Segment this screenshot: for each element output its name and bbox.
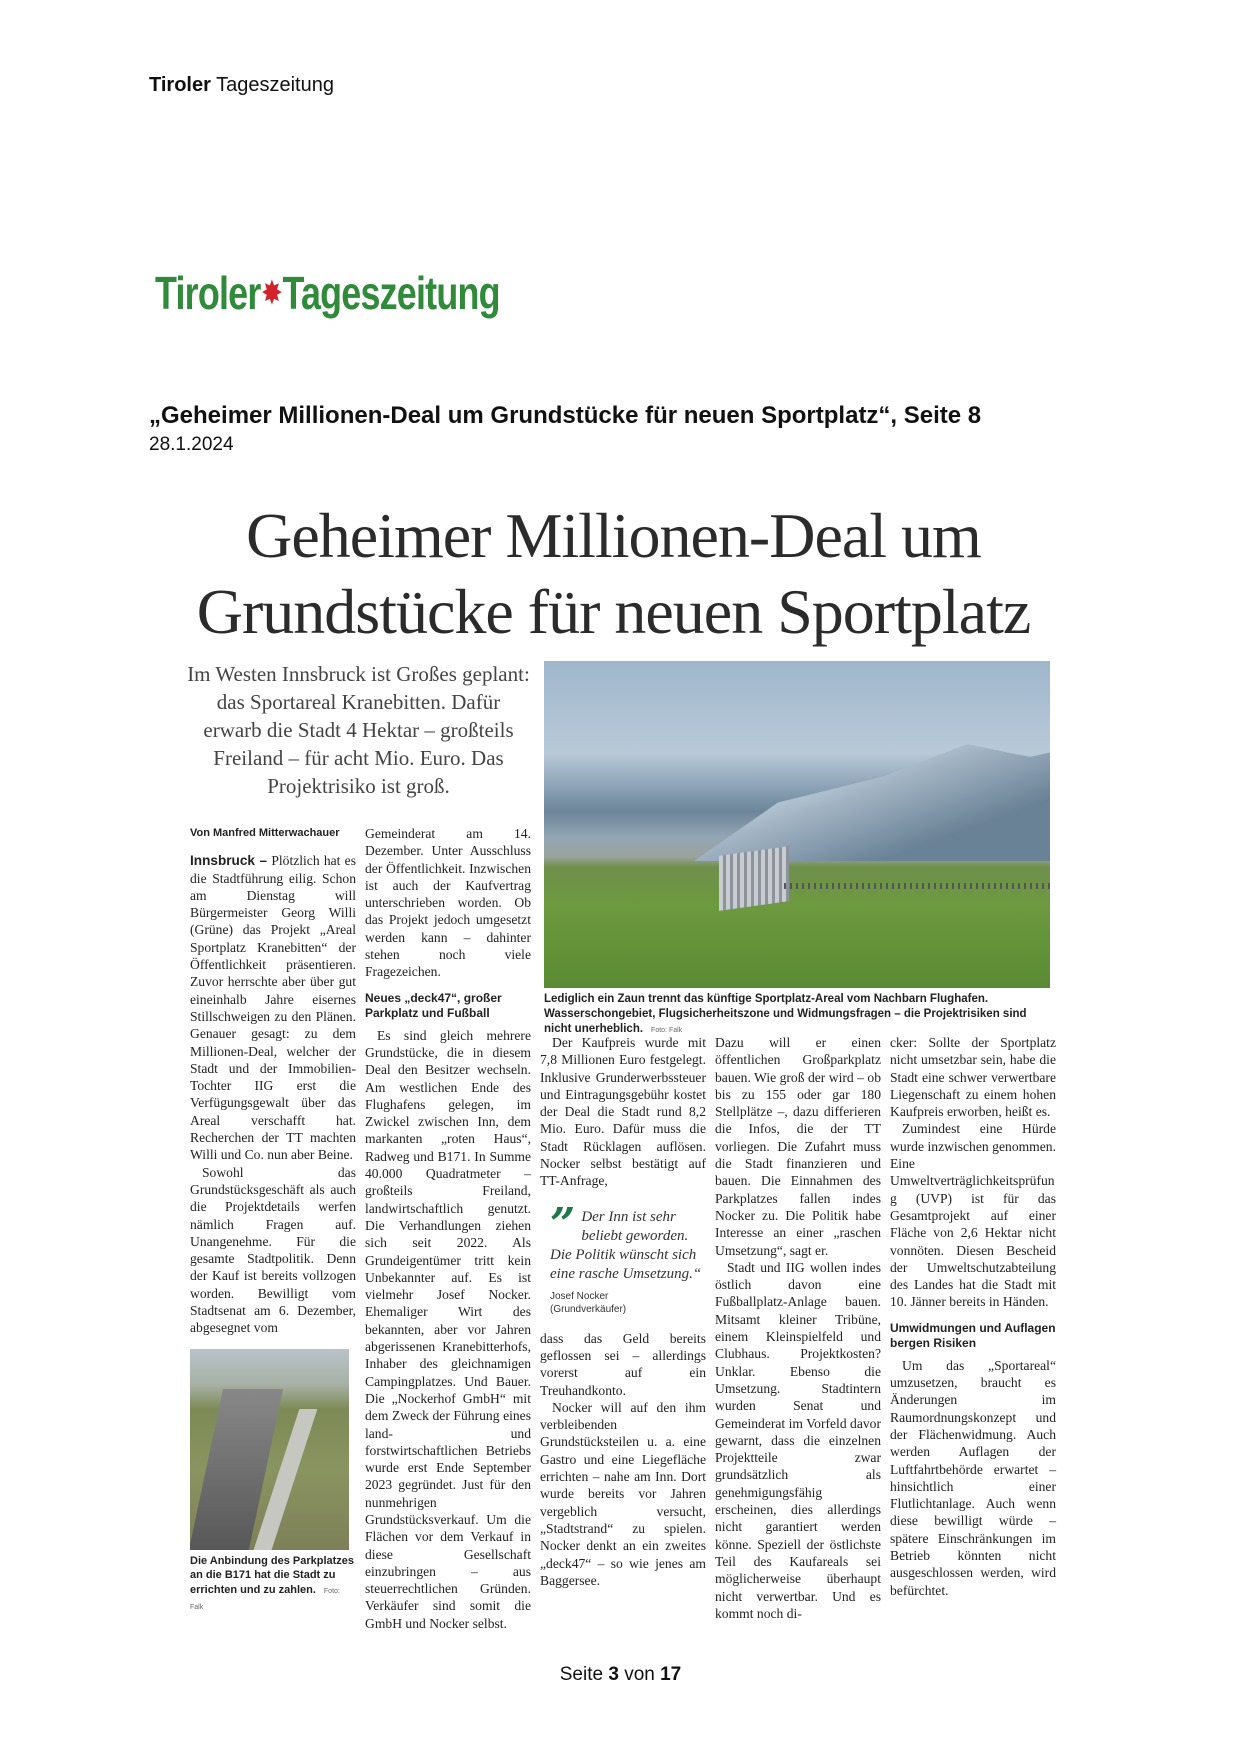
- quote-author-role: (Grundverkäufer): [550, 1303, 627, 1315]
- pull-quote: [550, 1198, 706, 1316]
- newspaper-logo: [155, 266, 500, 322]
- paragraph: Nocker will auf den ihm verbleibenden Grundstücksteilen u. a. eine Gastro und eine Liegefläche errichten – nahe am Inn. Dort wurde bereits vor Jahren vergeblich versucht, „Stadtstrand“ zu spielen. Nocker denkt an ein zweites „deck47“ – so wie jenes am Baggersee.: [540, 1399, 706, 1588]
- mountains: [694, 731, 1050, 861]
- subheading: Umwidmungen und Auflagen bergen Risiken: [890, 1320, 1056, 1350]
- photo-caption-text: Lediglich ein Zaun trennt das künftige Sportplatz-Areal vom Nachbarn Flughafen. Wasserschongebiet, Flugsicherheitszone und Widmungsfragen – die Projektrisiken sind nicht unerheblich.: [544, 993, 1027, 1035]
- page-separator: von: [624, 1664, 655, 1685]
- article-date: 28.1.2024: [149, 434, 234, 455]
- column-3: [540, 1034, 706, 1589]
- brand-bold: Tiroler: [149, 74, 211, 96]
- paragraph: Um das „Sportareal“ umzusetzen, braucht es Änderungen im Raumordnungskonzept und der Flächenwidmung. Auch werden Auflagen der Luftfahrtbehörde erwartet – hinsichtlich einer Flutlichtanlage. Auch wenn diese bewilligt würde – spätere Einschränkungen im Betrieb könnten nicht ausgeschlossen werden, wird befürchtet.: [890, 1357, 1056, 1598]
- paragraph: Sowohl das Grundstücksgeschäft als auch die Projektdetails werfen nämlich Fragen auf. Unangenehme. Für die gesamte Stadtpolitik. Denn der Kauf ist bereits vollzogen worden. Bewilligt vom Stadtsenat am 6. Dezember, abgesegnet vom: [190, 1164, 356, 1336]
- subheading: Neues „deck47“, großer Parkplatz und Fußball: [365, 990, 502, 1020]
- column-4: [715, 1034, 881, 1622]
- column-1: [190, 825, 356, 1616]
- article-reference-title: „Geheimer Millionen-Deal um Grundstücke für neuen Sportplatz“, Seite 8: [149, 402, 982, 429]
- paragraph: Zumindest eine Hürde wurde inzwischen genommen. Eine Umweltverträglichkeitsprüfung (UVP) ist für das Gesamtprojekt auf einer Fläche von 2,6 Hektar nicht vonnöten. Diesen Bescheid der Umweltschutzabteilung des Landes hat die Stadt mit 10. Jänner bereits in Händen.: [890, 1121, 1056, 1310]
- paragraph: Dazu will er einen öffentlichen Großparkplatz bauen. Wie groß der wird – ob bis zu 155 oder gar 180 Stellplätze –, dazu differieren die Infos, die der TT vorliegen. Die Zufahrt muss die Stadt finanzieren und bauen. Die Einnahmen des Parkplatzes fallen indes Nocker zu. Die Politik habe Interesse an einer „raschen Umsetzung“, sagt er.: [715, 1035, 881, 1258]
- paragraph: cker: Sollte der Sportplatz nicht umsetzbar sein, habe die Stadt eine schwer verwertbare Liegenschaft zu einem hohen Kaufpreis erworben, heißt es.: [890, 1035, 1056, 1120]
- page-counter: [0, 1664, 1241, 1686]
- column-5: [890, 1034, 1056, 1599]
- publication-header: [149, 74, 334, 97]
- road-photo-caption-text: Die Anbindung des Parkplatzes an die B171 hat die Stadt zu errichten und zu zahlen.: [190, 1554, 355, 1596]
- road-photo: [190, 1349, 349, 1550]
- dateline: Innsbruck –: [190, 853, 268, 869]
- main-photo: [544, 661, 1050, 988]
- paragraph: [190, 852, 356, 1163]
- airport-fence: [784, 883, 1050, 889]
- paragraph: Es sind gleich mehrere Grundstücke, die in diesem Deal den Besitzer wechseln. Am westlichen Ende des Flughafens gelegen, im Zwickel zwischen Inn, dem markanten „roten Haus“, Radweg und B171. In Summe 40.000 Quadratmeter – großteils Freiland, landwirtschaftlich genutzt. Die Verhandlungen ziehen sich seit 2022. Als Grundeigentümer tritt kein Unbekannter auf. Es ist vielmehr Josef Nocker. Ehemaliger Wirt des bekannten, aber vor Jahren abgerissenen Kranebitterhofs, Inhaber des gleichnamigen Campingplatzes. Und Bauer. Die „Nockerhof GmbH“ mit dem Zweck der Führung eines land- und forstwirtschaftlichen Betriebs wurde erst Ende September 2023 gegründet. Just für den nunmehrigen Grundstücksverkauf. Um die Flächen vor dem Verkauf in diese Gesellschaft einzubringen – aus steuerrechtlichen Gründen. Verkäufer sind somit die GmbH und Nocker selbst.: [365, 1027, 531, 1631]
- fence-structure: [719, 846, 789, 911]
- page-prefix: Seite: [559, 1664, 604, 1685]
- photo-caption: [544, 992, 1050, 1038]
- road-photo-credit: Foto: Falk: [190, 1587, 340, 1612]
- paragraph: dass das Geld bereits geflossen sei – allerdings vorerst auf ein Treuhandkonto.: [540, 1330, 706, 1398]
- paragraph-text: Plötzlich hat es die Stadtführung eilig. Schon am Dienstag will Bürgermeister Georg Willi (Grüne) das Projekt „Areal Sportplatz Kranebitten“ der Öffentlichkeit präsentieren. Zuvor herrschte aber über gut eineinhalb Jahre eisernes Stillschweigen zu den Plänen. Genauer gesagt: zu dem Millionen-Deal, welcher der Stadt und der Immobilien-Tochter IIG erst die Verfügungsgewalt über das Areal verschafft hat. Recherchen der TT machten Willi und Co. nun aber Beine.: [190, 853, 356, 1163]
- newspaper-clipping: [146, 498, 1081, 1658]
- deck: Im Westen Innsbruck ist Großes geplant: das Sportareal Kranebitten. Dafür erwarb die Stadt 4 Hektar – großteils Freiland – für acht Mio. Euro. Das Projektrisiko ist groß.: [187, 662, 530, 798]
- column-2: [365, 825, 531, 1632]
- brand-regular: Tageszeitung: [216, 74, 334, 96]
- logo-part2: Tageszeitung: [282, 267, 500, 319]
- quote-text: Der Inn ist sehr beliebt geworden. Die Politik wünscht sich eine rasche Umsetzung.“: [550, 1208, 702, 1282]
- paragraph: Der Kaufpreis wurde mit 7,8 Millionen Euro festgelegt. Inklusive Grunderwerbssteuer und Eintragungsgebühr kostet der Deal die Stadt rund 8,2 Mio. Euro. Dafür muss die Stadt Rücklagen auflösen. Nocker selbst bestätigt auf TT-Anfrage,: [540, 1035, 706, 1189]
- headline: Geheimer Millionen-Deal um Grundstücke für neuen Sportplatz: [196, 500, 1031, 647]
- byline: Von Manfred Mitterwachauer: [190, 827, 340, 839]
- quote-mark-icon: ”: [550, 1198, 576, 1250]
- total-pages: 17: [660, 1664, 682, 1685]
- paragraph: Stadt und IIG wollen indes östlich davon eine Fußballplatz-Anlage bauen. Mitsamt kleiner Tribüne, einem Kleinspielfeld und Clubhaus. Projektkosten? Unklar. Ebenso die Umsetzung. Stadtintern wurden Senat und Gemeinderat im Vorfeld davor gewarnt, dass die einzelnen Projektteile zwar grundsätzlich als genehmigungsfähig erscheinen, dies allerdings nicht garantiert werden könne. Speziell der östlichste Teil des Kaufareals sei möglicherweise überhaupt nicht verwertbar. Und es kommt noch di-: [715, 1259, 881, 1621]
- paragraph: Gemeinderat am 14. Dezember. Unter Ausschluss der Öffentlichkeit. Inzwischen ist auch der Kaufvertrag unterschrieben worden. Ob das Projekt jedoch umgesetzt werden kann – dahinter stehen noch viele Fragezeichen.: [365, 826, 531, 980]
- photo-credit: Foto: Falk: [651, 1027, 683, 1034]
- quote-author: [550, 1290, 706, 1316]
- road-photo-caption: [190, 1554, 355, 1616]
- current-page: 3: [608, 1664, 619, 1685]
- logo-part1: Tiroler: [155, 267, 261, 319]
- quote-author-name: Josef Nocker: [550, 1290, 609, 1302]
- eagle-icon: ✸: [262, 277, 281, 310]
